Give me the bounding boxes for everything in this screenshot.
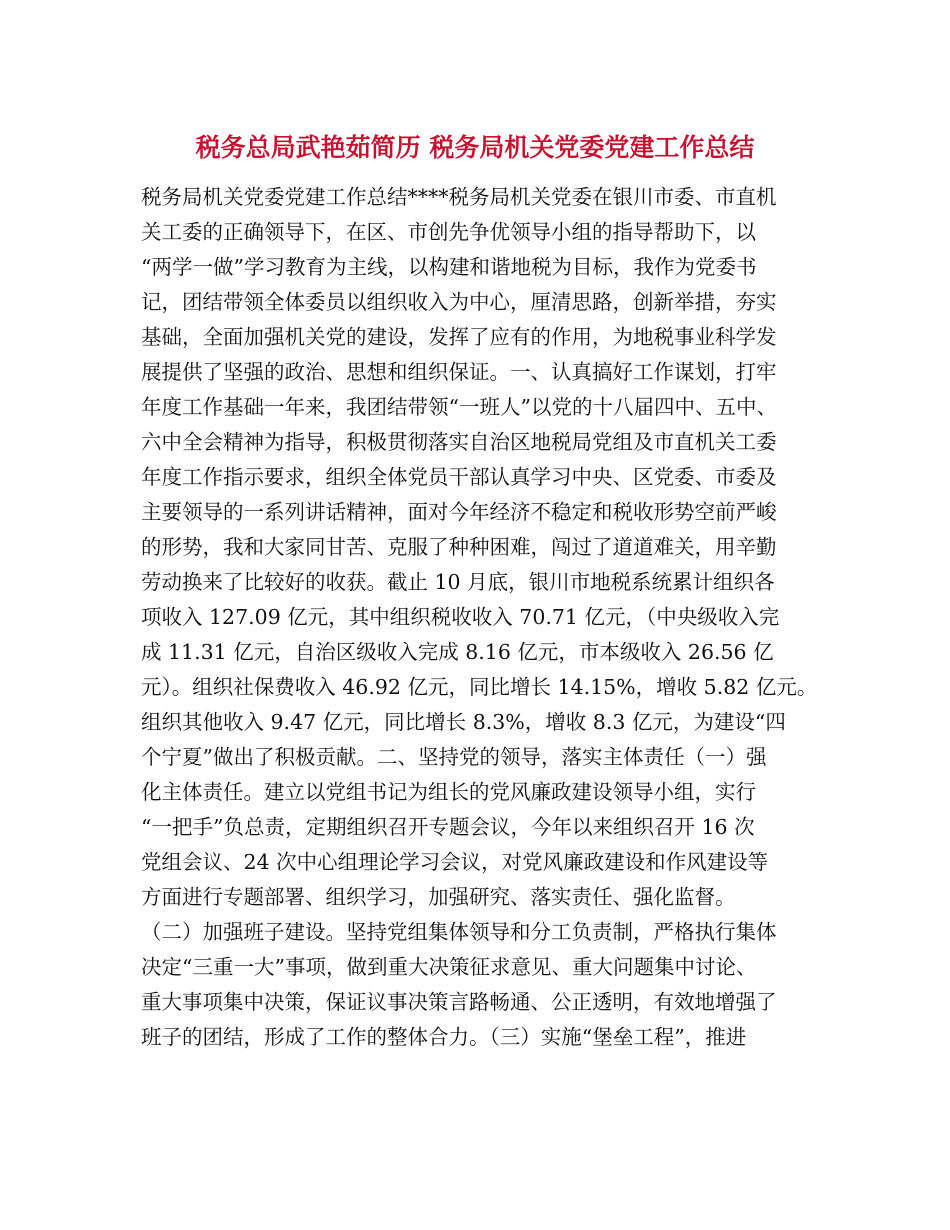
body-line: 税务局机关党委党建工作总结****税务局机关党委在银川市委、市直机 <box>141 185 777 209</box>
body-line: 基础，全面加强机关党的建设，发挥了应有的作用，为地税事业科学发 <box>141 325 777 349</box>
body-line: 班子的团结，形成了工作的整体合力。（三）实施“堡垒工程”，推进 <box>141 1025 747 1049</box>
body-line: （二）加强班子建设。坚持党组集体领导和分工负责制，严格执行集体 <box>141 920 777 944</box>
body-line: “一把手”负总责，定期组织召开专题会议，今年以来组织召开 16 次 <box>141 815 755 839</box>
body-line: 项收入 127.09 亿元，其中组织税收收入 70.71 亿元，（中央级收入完 <box>141 605 780 629</box>
body-line: 组织其他收入 9.47 亿元，同比增长 8.3%，增收 8.3 亿元，为建设“四 <box>141 710 786 734</box>
body-line: 决定“三重一大”事项，做到重大决策征求意见、重大问题集中讨论、 <box>141 955 757 979</box>
body-line: 展提供了坚强的政治、思想和组织保证。一、认真搞好工作谋划，打牢 <box>141 360 777 384</box>
body-line: 化主体责任。建立以党组书记为组长的党风廉政建设领导小组，实行 <box>141 780 756 804</box>
body-line: 方面进行专题部署、组织学习，加强研究、落实责任、强化监督。 <box>141 885 736 909</box>
body-line: 的形势，我和大家同甘苦、克服了种种困难，闯过了道道难关，用辛勤 <box>141 535 777 559</box>
document-body <box>141 180 821 1055</box>
document-title: 税务总局武艳茹简历 税务局机关党委党建工作总结 <box>195 133 755 162</box>
body-line: 成 11.31 亿元，自治区级收入完成 8.16 亿元，市本级收入 26.56 亿 <box>141 640 774 664</box>
body-line: 六中全会精神为指导，积极贯彻落实自治区地税局党组及市直机关工委 <box>141 430 777 454</box>
body-line: 主要领导的一系列讲话精神，面对今年经济不稳定和税收形势空前严峻 <box>141 500 777 524</box>
body-line: 党组会议、24 次中心组理论学习会议，对党风廉政建设和作风建设等 <box>141 850 769 874</box>
body-line: 年度工作基础一年来，我团结带领“一班人”以党的十八届四中、五中、 <box>141 395 777 419</box>
body-line: 年度工作指示要求，组织全体党员干部认真学习中央、区党委、市委及 <box>141 465 777 489</box>
body-line: “两学一做”学习教育为主线，以构建和谐地税为目标，我作为党委书 <box>141 255 757 279</box>
body-line: 个宁夏”做出了积极贡献。二、坚持党的领导，落实主体责任（一）强 <box>141 745 767 769</box>
body-line: 劳动换来了比较好的收获。截止 10 月底，银川市地税系统累计组织各 <box>141 570 775 594</box>
body-line: 关工委的正确领导下，在区、市创先争优领导小组的指导帮助下，以 <box>141 220 756 244</box>
body-line: 重大事项集中决策，保证议事决策言路畅通、公正透明，有效地增强了 <box>141 990 777 1014</box>
body-line: 记，团结带领全体委员以组织收入为中心，厘清思路，创新举措，夯实 <box>141 290 777 314</box>
body-line: 元）。组织社保费收入 46.92 亿元，同比增长 14.15%，增收 5.82 亿元。 <box>141 675 818 699</box>
